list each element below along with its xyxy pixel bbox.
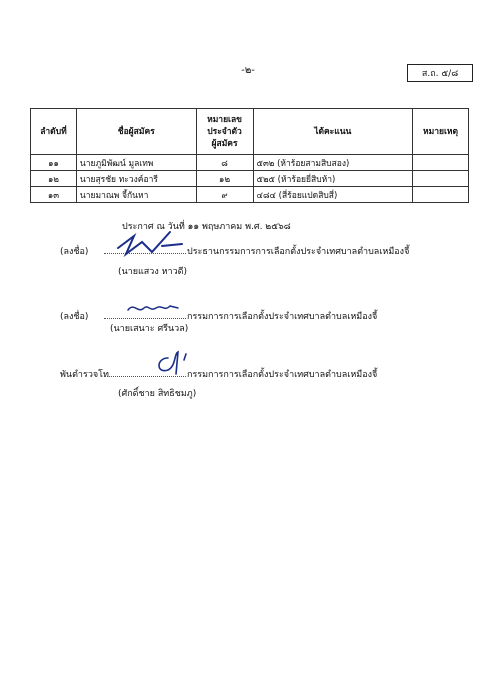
cell-seq: ๑๓ xyxy=(31,187,77,203)
page-number: -๒- xyxy=(241,65,255,76)
header-remark: หมายเหตุ xyxy=(413,109,469,155)
handwritten-signature-chairman xyxy=(112,228,192,262)
form-code-box: ส.ถ. ๕/๘ xyxy=(407,64,473,82)
cell-remark xyxy=(413,171,469,187)
signature-line xyxy=(104,318,186,319)
handwritten-signature-member-1 xyxy=(126,300,182,316)
signature-row-member-2 xyxy=(0,363,496,383)
cell-remark xyxy=(413,187,469,203)
announcement-date: ประกาศ ณ วันที่ ๑๑ พฤษภาคม พ.ศ. ๒๕๖๘ xyxy=(122,222,291,232)
header-name: ชื่อผู้สมัคร xyxy=(76,109,196,155)
cell-name: นายภูมิพัฒน์ มูลเทพ xyxy=(76,155,196,171)
handwritten-signature-member-2 xyxy=(150,348,194,378)
header-seq: ลำดับที่ xyxy=(31,109,77,155)
signer-name: (ศักดิ์ชาย สิทธิชมภู) xyxy=(118,389,197,399)
cell-number: ๙ xyxy=(196,187,253,203)
table-row xyxy=(31,155,469,171)
signer-title: ประธานกรรมการการเลือกตั้งประจำเทศบาลตำบลเหมืองจี้ xyxy=(187,247,410,257)
header-number-line: หมายเลข xyxy=(207,114,242,125)
signer-name: (นายแสวง หาวดี) xyxy=(118,267,187,277)
header-number xyxy=(196,109,253,155)
signature-row-chairman xyxy=(0,240,496,260)
cell-score: ๔๘๔ (สี่ร้อยแปดสิบสี่) xyxy=(253,187,413,203)
cell-name: นายสุรชัย ทะวงค์อารี xyxy=(76,171,196,187)
signer-title: กรรมการการเลือกตั้งประจำเทศบาลตำบลเหมืองจี้ xyxy=(187,370,378,380)
cell-number: ๑๒ xyxy=(196,171,253,187)
header-number-line: ประจำตัว xyxy=(207,126,242,137)
cell-seq: ๑๑ xyxy=(31,155,77,171)
cell-name: นายมาณพ จี้กันหา xyxy=(76,187,196,203)
header-score: ได้คะแนน xyxy=(253,109,413,155)
table-header-row xyxy=(31,109,469,155)
cell-seq: ๑๒ xyxy=(31,171,77,187)
sign-label: พันตำรวจโท xyxy=(60,370,109,380)
signer-title: กรรมการการเลือกตั้งประจำเทศบาลตำบลเหมืองจี้ xyxy=(187,312,378,322)
cell-score: ๕๓๒ (ห้าร้อยสามสิบสอง) xyxy=(253,155,413,171)
cell-remark xyxy=(413,155,469,171)
sign-label: (ลงชื่อ) xyxy=(60,247,89,257)
cell-score: ๕๒๕ (ห้าร้อยยี่สิบห้า) xyxy=(253,171,413,187)
cell-number: ๘ xyxy=(196,155,253,171)
header-number-line: ผู้สมัคร xyxy=(211,138,238,149)
results-table xyxy=(30,108,469,203)
table-row xyxy=(31,187,469,203)
sign-label: (ลงชื่อ) xyxy=(60,312,89,322)
signer-name: (นายเสนาะ ศรีนวล) xyxy=(110,324,189,334)
table-row xyxy=(31,171,469,187)
signature-row-member-1 xyxy=(0,305,496,325)
